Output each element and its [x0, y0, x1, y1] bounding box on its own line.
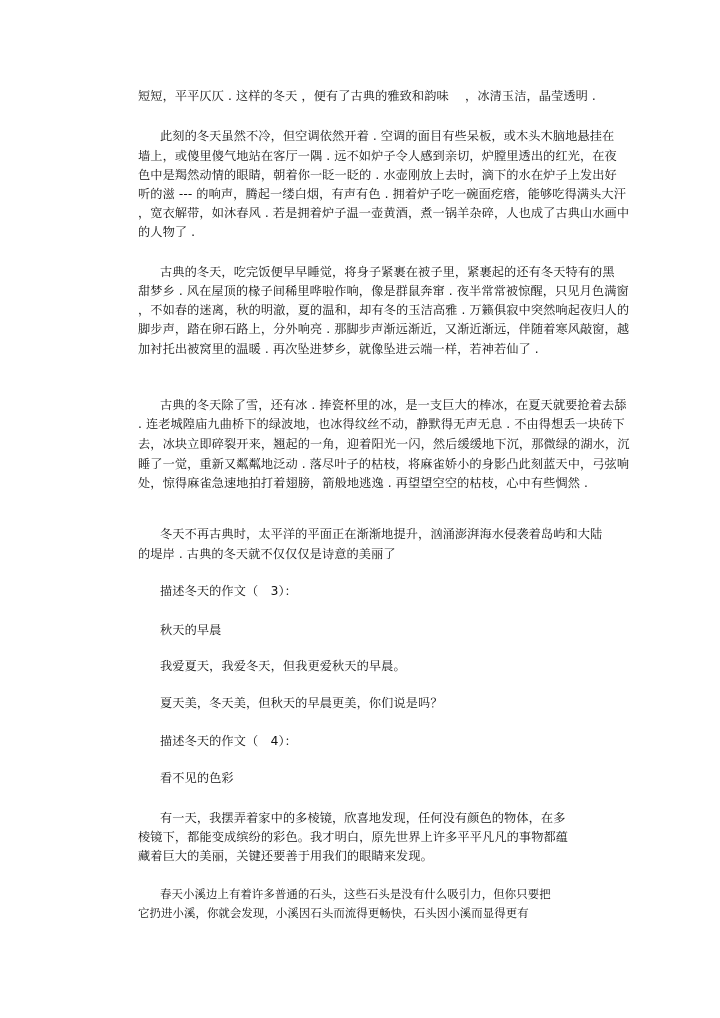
paragraph-line: 短短，平平仄仄 . 这样的冬天 ，便有了古典的雅致和韵味 ，冰清玉洁，晶莹透明 .	[138, 89, 596, 103]
paragraph-line: 的堤岸 . 古典的冬天就不仅仅仅是诗意的美丽了	[138, 547, 396, 561]
section-heading: 描述冬天的作文（ 3）：	[160, 584, 297, 598]
paragraph-line: 色中是羯然动情的眼睛，朝着你一眨一眨的 . 水壶刚放上去时，滴下的水在炉子上发出好	[138, 168, 617, 182]
paragraph-line: 冬天不再古典时，太平洋的平面正在渐渐地提升，汹涌澎湃海水侵袭着岛屿和大陆	[160, 527, 603, 541]
paragraph-line: 古典的冬天除了雪，还有冰 . 捧瓷杯里的冰，是一支巨大的棒冰，在夏天就要抢着去舔	[160, 398, 627, 412]
paragraph-line: 棱镜下，都能变成缤纷的彩色。我才明白，原先世界上许多平平凡凡的事物都蕴	[138, 830, 569, 844]
paragraph-line: 它扔进小溪，你就会发现，小溪因石头而流得更畅快，石头因小溪而显得更有	[138, 906, 529, 920]
paragraph-line: 甜梦乡 . 风在屋顶的椽子间稀里哗啦作响，像是群鼠奔窜 . 夜半常常被惊醒，只见月色满窗	[138, 284, 629, 298]
paragraph-line: 加衬托出被窝里的温暖 . 再次坠进梦乡，就像坠进云端一样，若神若仙了 .	[138, 342, 539, 356]
paragraph-line: 我爱夏天，我爱冬天，但我更爱秋天的早晨。	[160, 659, 406, 673]
paragraph-line: . 连老城隍庙九曲桥下的绿波地，也冰得纹丝不动，静默得无声无息 . 不由得想丢一块砖下	[138, 417, 625, 431]
paragraph-line: 夏天美，冬天美，但秋天的早晨更美，你们说是吗？	[160, 696, 443, 710]
paragraph-line: 古典的冬天，吃完饭便早早睡觉，将身子紧裹在被子里，紧裹起的还有冬天特有的黑	[160, 265, 615, 279]
section-heading: 描述冬天的作文（ 4）：	[160, 734, 297, 748]
paragraph-line: 的人物了 .	[138, 225, 196, 239]
paragraph-line: 睡了一觉，重新又粼粼地泛动 . 落尽叶子的枯枝，将麻雀娇小的身影凸此刻蓝天中，弓弦响	[138, 457, 630, 471]
paragraph-line: ，宽衣解带，如沐春风 . 若是拥着炉子温一壶黄酒，煮一锅羊杂碎，人也成了古典山水画中	[138, 206, 630, 220]
paragraph-line: 处，惊得麻雀急速地拍打着翅膀，箭般地逃逸 . 再望望空空的枯枝，心中有些惆然 .	[138, 476, 588, 490]
paragraph-line: ，不如春的迷离，秋的明澈，夏的温和，却有冬的玉洁高雅 . 万籁俱寂中突然响起夜归人的	[138, 303, 630, 317]
paragraph-line: 去，冰块立即碎裂开来，翘起的一角，迎着阳光一闪，然后缓缓地下沉，那微绿的湖水，沉	[138, 437, 630, 451]
paragraph-line: 藏着巨大的美丽，关键还要善于用我们的眼睛来发现。	[138, 849, 433, 863]
paragraph-line: 有一天，我摆弄着家中的多棱镜，欣喜地发现，任何没有颜色的物体，在多	[160, 811, 566, 825]
paragraph-line: 春天小溪边上有着许多普通的石头，这些石头是没有什么吸引力，但你只要把	[160, 887, 551, 901]
paragraph-line: 此刻的冬天虽然不冷，但空调依然开着 . 空调的面目有些呆板，或木头木脑地悬挂在	[160, 129, 615, 143]
paragraph-line: 墙上，或傻里傻气地站在客厅一隅 . 远不如炉子令人感到亲切，炉膛里透出的红光，在夜	[138, 149, 617, 163]
paragraph-line: 听的滋 --- 的响声，腾起一缕白烟，有声有色 . 拥着炉子吃一碗面疙瘩，能够吃得满头大汗	[138, 187, 626, 201]
essay-title: 秋天的早晨	[160, 623, 222, 637]
paragraph-line: 脚步声，踏在卵石路上，分外响亮 . 那脚步声渐远渐近，又渐近渐远，伴随着寒风敲窗，越	[138, 322, 630, 336]
essay-title: 看不见的色彩	[160, 771, 234, 785]
